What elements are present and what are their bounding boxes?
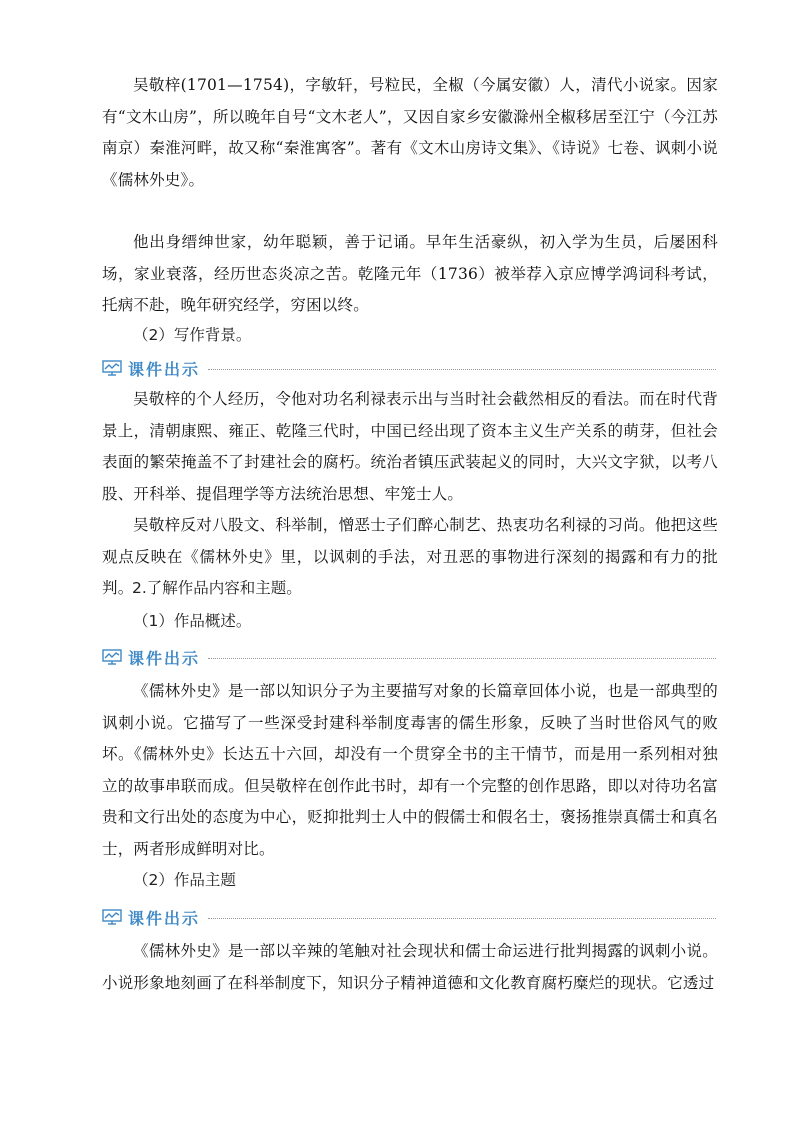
heading-work-overview: （1）作品概述。	[133, 612, 252, 630]
banner-label: 课件出示	[128, 908, 201, 928]
banner-label: 课件出示	[128, 359, 201, 379]
heading-content-theme: 2.了解作品内容和主题。	[132, 579, 302, 597]
theme-paragraph: 《儒林外史》是一部以辛辣的笔触对社会现状和儒士命运进行批判揭露的讽刺小说。小说形象地刻画了在科举制度下，知识分子精神道德和文化教育腐朽糜烂的现状。它透过	[102, 942, 718, 992]
banner-label: 课件出示	[128, 648, 201, 668]
banner-divider	[208, 918, 716, 919]
chart-board-icon	[102, 909, 122, 925]
opinion-paragraph: 吴敬梓反对八股文、科举制，憎恶士子们醉心制艺、热衷功名利禄的习尚。他把这些观点反映在《儒林外史》里，以讽刺的手法，对丑恶的事物进行深刻的揭露和有力的批判。	[102, 516, 718, 597]
chart-board-icon	[102, 649, 122, 665]
overview-paragraph: 《儒林外史》是一部以知识分子为主要描写对象的长篇章回体小说，也是一部典型的讽刺小说。它描写了一些深受封建科举制度毒害的儒生形象，反映了当时世俗风气的败坏。《儒林外史》长达五十六回，却没有一个贯穿全书的主干情节，而是用一系列相对独立的故事串联而成。但吴敬梓在创作此书时，却有一个完整的创作思路，即以对待功名富贵和文行出处的态度为中心，贬抑批判士人中的假儒士和假名士，褒扬推崇真儒士和真名士，两者形成鲜明对比。	[102, 682, 718, 858]
courseware-banner	[102, 905, 716, 929]
author-intro-paragraph: 吴敬梓(1701—1754)，字敏轩，号粒民，全椒（今属安徽）人，清代小说家。因家有“文木山房”，所以晚年自号“文木老人”，又因自家乡安徽滁州全椒移居至江宁（今江苏南京）秦淮河畔，故又称“秦淮寓客”。著有《文木山房诗文集》、《诗说》七卷、讽刺小说《儒林外史》。	[102, 76, 718, 189]
heading-writing-background: （2）写作背景。	[133, 326, 252, 344]
background-paragraph: 吴敬梓的个人经历，令他对功名利禄表示出与当时社会截然相反的看法。而在时代背景上，清朝康熙、雍正、乾隆三代时，中国已经出现了资本主义生产关系的萌芽，但社会表面的繁荣掩盖不了封建社会的腐朽。统治者镇压武装起义的同时，大兴文字狱，以考八股、开科举、提倡理学等方法统治思想、牢笼士人。	[102, 390, 718, 503]
courseware-banner	[102, 356, 716, 380]
chart-board-icon	[102, 360, 122, 376]
heading-work-theme: （2）作品主题	[133, 871, 236, 889]
courseware-banner	[102, 645, 716, 669]
author-life-paragraph: 他出身缙绅世家，幼年聪颖，善于记诵。早年生活豪纵，初入学为生员，后屡困科场，家业衰落，经历世态炎凉之苦。乾隆元年（1736）被举荐入京应博学鸿词科考试，托病不赴，晚年研究经学，穷困以终。	[102, 233, 718, 314]
banner-divider	[208, 369, 716, 370]
banner-divider	[208, 658, 716, 659]
